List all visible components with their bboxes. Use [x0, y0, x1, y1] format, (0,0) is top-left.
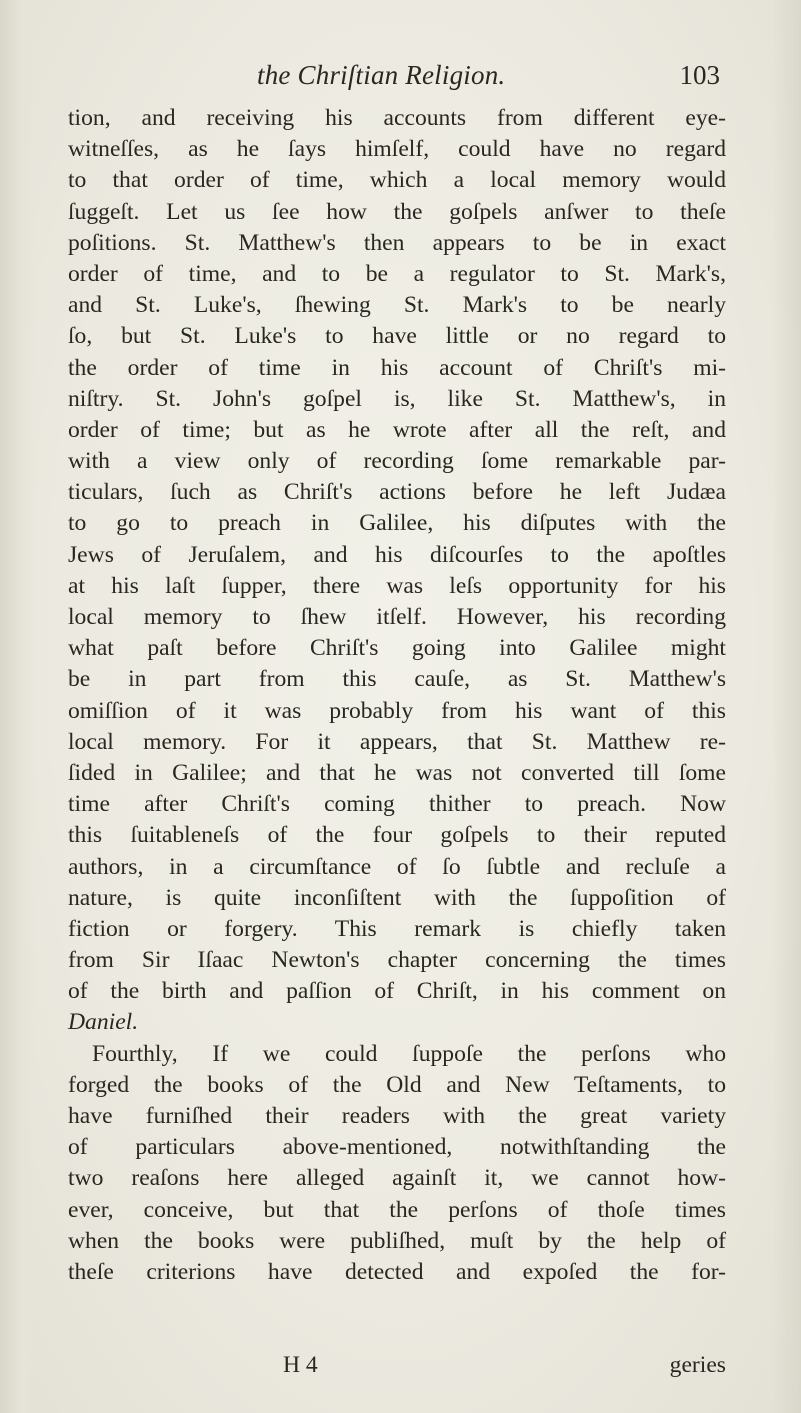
text-line: two reaſons here alleged againſt it, we cannot how- [68, 1165, 726, 1192]
text-line: what paſt before Chriſt's going into Galilee might [68, 635, 726, 662]
catchword: geries [669, 1352, 726, 1378]
page-number: 103 [679, 60, 720, 90]
page-footer [68, 1352, 726, 1386]
text-line: witneſſes, as he ſays himſelf, could have no regard [68, 136, 726, 163]
paragraph-start-line: Fourthly, If we could ſuppoſe the perſons who [92, 1040, 726, 1067]
signature-mark: H 4 [283, 1352, 318, 1378]
text-line: when the books were publiſhed, muſt by the help of [68, 1227, 726, 1254]
text-line: niſtry. St. John's goſpel is, like St. Matthew's, in [68, 385, 726, 412]
text-line: Jews of Jeruſalem, and his diſcourſes to the apoſtles [68, 541, 726, 568]
page-edge-shadow-left [0, 0, 36, 1413]
text-line: poſitions. St. Matthew's then appears to be in exact [68, 229, 726, 256]
text-line: of particulars above-mentioned, notwithſtanding the [68, 1134, 726, 1161]
text-line: of the birth and paſſion of Chriſt, in his comment on [68, 978, 726, 1005]
text-line: local memory to ſhew itſelf. However, his recording [68, 604, 726, 630]
text-line: omiſſion of it was probably from his want of this [68, 697, 726, 724]
text-line: have furniſhed their readers with the great variety [68, 1103, 726, 1129]
text-line: forged the books of the Old and New Teſtaments, to [68, 1071, 726, 1098]
text-line: be in part from this cauſe, as St. Matthew's [68, 666, 726, 693]
text-line: order of time, and to be a regulator to St. Mark's, [68, 260, 726, 287]
text-line: ſided in Galilee; and that he was not converted till ſome [68, 759, 726, 786]
text-line: local memory. For it appears, that St. Matthew re- [68, 728, 726, 755]
text-line: nature, is quite inconſiſtent with the ſuppoſition of [68, 884, 726, 911]
text-line: theſe criterions have detected and expoſed the for- [68, 1258, 726, 1285]
text-line: Daniel. [68, 1009, 139, 1036]
text-line: this ſuitableneſs of the four goſpels to their reputed [68, 822, 726, 849]
text-line: at his laſt ſupper, there was leſs opportunity for his [68, 572, 726, 599]
text-line: authors, in a circumſtance of ſo ſubtle and recluſe a [68, 853, 726, 880]
text-line: fiction or forgery. This remark is chiefly taken [68, 915, 726, 942]
text-line: ſo, but St. Luke's to have little or no regard to [68, 323, 726, 350]
text-line: from Sir Iſaac Newton's chapter concerning the times [68, 947, 726, 974]
text-line: ever, conceive, but that the perſons of thoſe times [68, 1196, 726, 1223]
page-header [70, 60, 720, 100]
running-title: the Chriſtian Religion. [257, 60, 506, 90]
text-line: and St. Luke's, ſhewing St. Mark's to be nearly [68, 292, 726, 319]
text-line: time after Chriſt's coming thither to preach. Now [68, 791, 726, 818]
text-line: with a view only of recording ſome remarkable par- [68, 448, 726, 475]
text-line: to go to preach in Galilee, his diſputes with the [68, 510, 726, 537]
text-line: ticulars, ſuch as Chriſt's actions before he left Judæa [68, 479, 726, 506]
text-line: tion, and receiving his accounts from different eye- [68, 105, 726, 131]
body-text [68, 103, 726, 1288]
text-line: to that order of time, which a local memory would [68, 167, 726, 194]
page-edge-shadow-right [771, 0, 801, 1413]
text-line: the order of time in his account of Chriſt's mi- [68, 354, 726, 381]
text-line: order of time; but as he wrote after all the reſt, and [68, 416, 726, 443]
text-line: ſuggeſt. Let us ſee how the goſpels anſwer to theſe [68, 198, 726, 225]
